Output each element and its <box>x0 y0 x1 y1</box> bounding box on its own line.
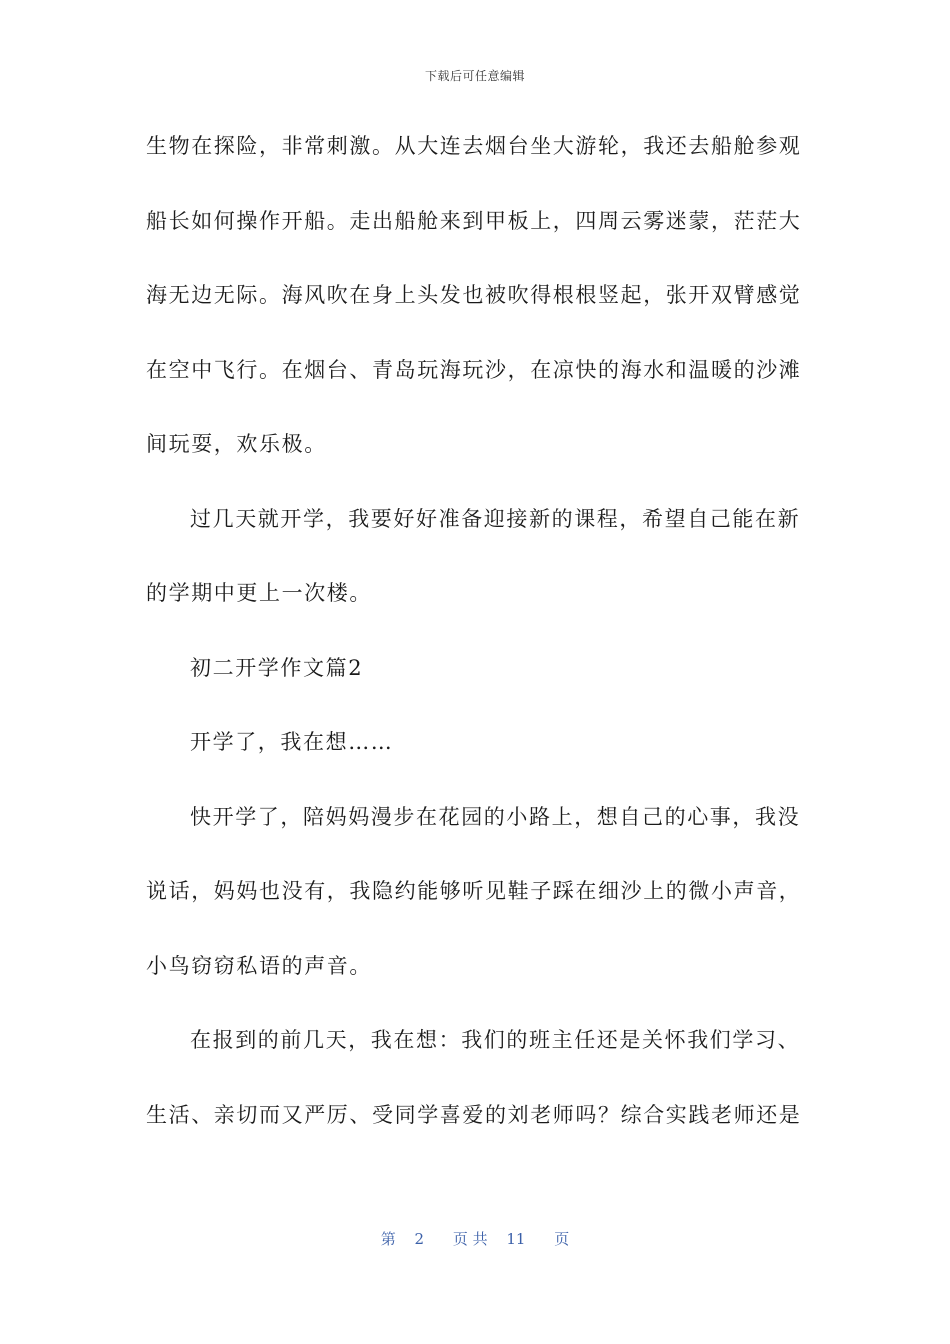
text-line: 小鸟窃窃私语的声音。 <box>146 953 372 978</box>
text-line: 海无边无际。海风吹在身上头发也被吹得根根竖起，张开双臂感觉 <box>146 283 802 307</box>
paragraph-start-line: 在报到的前几天，我在想：我们的班主任还是关怀我们学习、 <box>190 1028 801 1052</box>
text-line: 间玩耍，欢乐极。 <box>146 432 327 456</box>
paragraph-start-line: 开学了，我在想…… <box>190 730 394 754</box>
text-line: 船长如何操作开船。走出船舱来到甲板上，四周云雾迷蒙，茫茫大 <box>146 208 802 233</box>
page-footer <box>0 1228 950 1249</box>
document-body <box>146 124 802 1167</box>
text-line: 生活、亲切而又严厉、受同学喜爱的刘老师吗？综合实践老师还是 <box>146 1102 802 1127</box>
total-pages-number: 11 <box>506 1230 526 1248</box>
section-heading: 初二开学作文篇2 <box>190 655 364 680</box>
footer-prefix: 第 <box>380 1230 396 1248</box>
current-page-number: 2 <box>414 1230 425 1248</box>
text-line: 的学期中更上一次楼。 <box>146 581 372 605</box>
footer-suffix: 页 <box>554 1230 570 1248</box>
text-line: 说话，妈妈也没有，我隐约能够听见鞋子踩在细沙上的微小声音， <box>146 879 802 903</box>
paragraph-start-line: 快开学了，陪妈妈漫步在花园的小路上，想自己的心事，我没 <box>190 804 801 829</box>
paragraph-start-line: 过几天就开学，我要好好准备迎接新的课程，希望自己能在新 <box>190 506 801 531</box>
text-line: 在空中飞行。在烟台、青岛玩海玩沙，在凉快的海水和温暖的沙滩 <box>146 357 802 382</box>
footer-middle: 页 共 <box>452 1230 488 1248</box>
text-line: 生物在探险，非常刺激。从大连去烟台坐大游轮，我还去船舱参观 <box>146 134 802 158</box>
page-header: 下载后可任意编辑 <box>424 69 525 83</box>
